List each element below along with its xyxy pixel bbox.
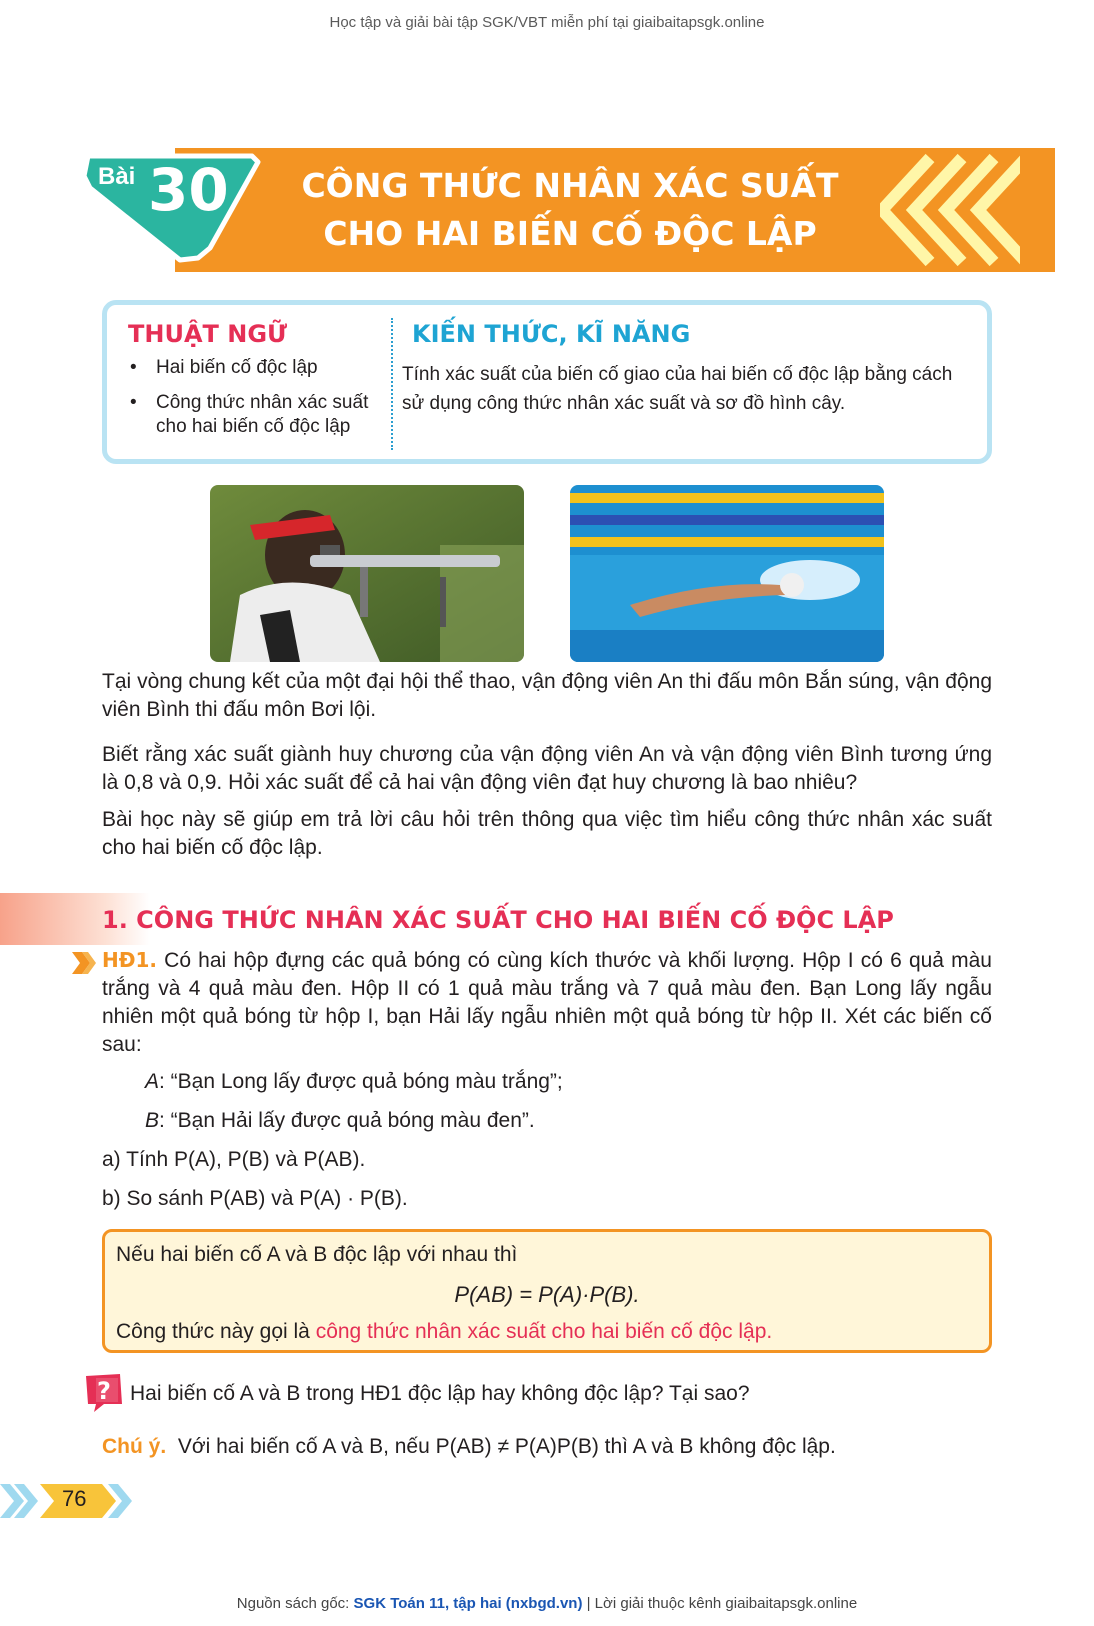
footer-suffix: | Lời giải thuộc kênh giaibaitapsgk.online — [582, 1595, 858, 1612]
term-item — [126, 391, 381, 439]
terms-heading: THUẬT NGỮ — [128, 320, 288, 348]
note-text: Với hai biến cố A và B, nếu P(AB) ≠ P(A)P(B) thì A và B không độc lập. — [177, 1435, 836, 1458]
question-icon — [82, 1370, 126, 1414]
formula-name-highlight: công thức nhân xác suất cho hai biến cố độc lập. — [315, 1320, 773, 1343]
chevron-arrows-icon — [880, 148, 1020, 272]
lesson-title-line2: CHO HAI BIẾN CỐ ĐỘC LẬP — [323, 214, 817, 253]
footer-source-link[interactable]: SGK Toán 11, tập hai (nxbgd.vn) — [353, 1595, 583, 1612]
formula-intro: Nếu hai biến cố A và B độc lập với nhau thì — [116, 1243, 518, 1266]
page-number: 76 — [62, 1486, 87, 1511]
question-text: Hai biến cố A và B trong HĐ1 độc lập hay không độc lập? Tại sao? — [130, 1382, 750, 1405]
bullet: • — [130, 357, 137, 378]
event-b-var: B — [145, 1109, 160, 1132]
footer-note — [0, 1595, 1094, 1612]
terms-divider — [391, 318, 393, 450]
footer-prefix: Nguồn sách gốc: — [236, 1595, 354, 1612]
term-item — [126, 356, 381, 380]
hd1-body: Có hai hộp đựng các quả bóng có cùng kích thước và khối lượng. Hộp I có 6 quả màu trắng và 4 quả màu đen. Hộp II có 1 quả màu trắng và 7 quả màu đen. Bạn Long lấy ngẫu nhiên một quả bóng từ hộp I, bạn Hải lấy ngẫu nhiên một quả bóng từ hộp II. Xét các biến cố sau: — [102, 949, 992, 1056]
intro-paragraph-2: Biết rằng xác suất giành huy chương của vận động viên An và vận động viên Bình tương ứng là 0,8 và 0,9. Hỏi xác suất để cả hai vận động viên đạt huy chương là bao nhiêu? — [102, 743, 992, 794]
formula-name-prefix: Công thức này gọi là — [116, 1320, 316, 1343]
lesson-number: 30 — [148, 156, 229, 224]
note — [102, 1435, 836, 1459]
hd1-text — [102, 946, 992, 1059]
hd-arrow-icon — [72, 952, 98, 974]
item-b: b) So sánh P(AB) và P(A) · P(B). — [102, 1187, 408, 1210]
term-text: Hai biến cố độc lập — [156, 357, 318, 378]
svg-text:?: ? — [97, 1377, 111, 1405]
item-a: a) Tính P(A), P(B) và P(AB). — [102, 1148, 366, 1171]
swimmer-photo — [570, 485, 884, 662]
intro-paragraph-1: Tại vòng chung kết của một đại hội thể thao, vận động viên An thi đấu môn Bắn súng, vận động viên Bình thi đấu môn Bơi lội. — [102, 670, 992, 721]
bullet: • — [130, 392, 137, 413]
event-a-var: A — [145, 1070, 160, 1093]
lesson-title-line1: CÔNG THỨC NHÂN XÁC SUẤT — [301, 166, 839, 205]
top-note: Học tập và giải bài tập SGK/VBT miễn phí tại giaibaitapsgk.online — [329, 14, 765, 31]
intro-paragraph-3: Bài học này sẽ giúp em trả lời câu hỏi trên thông qua việc tìm hiểu công thức nhân xác suất cho hai biến cố độc lập. — [102, 808, 992, 859]
formula-name — [116, 1320, 772, 1344]
event-b-text: : “Bạn Hải lấy được quả bóng màu đen”. — [159, 1109, 535, 1132]
hd1-label: HĐ1. — [102, 948, 158, 972]
lesson-label: Bài — [98, 163, 136, 190]
terms-list — [126, 356, 381, 450]
lesson-title — [250, 162, 890, 258]
note-label: Chú ý. — [102, 1435, 167, 1458]
skills-text: Tính xác suất của biến cố giao của hai biến cố độc lập bằng cách sử dụng công thức nhân xác suất và sơ đồ hình cây. — [402, 364, 953, 414]
skills-heading: KIẾN THỨC, KĨ NĂNG — [412, 320, 691, 348]
event-a — [145, 1068, 563, 1096]
term-text: Công thức nhân xác suất cho hai biến cố độc lập — [156, 392, 369, 437]
formula: P(AB) = P(A)·P(B). — [454, 1282, 640, 1307]
event-b — [145, 1107, 535, 1135]
event-a-text: : “Bạn Long lấy được quả bóng màu trắng”; — [159, 1070, 563, 1093]
section-heading: 1. CÔNG THỨC NHÂN XÁC SUẤT CHO HAI BIẾN CỐ ĐỘC LẬP — [102, 906, 894, 934]
shooter-photo — [210, 485, 524, 662]
